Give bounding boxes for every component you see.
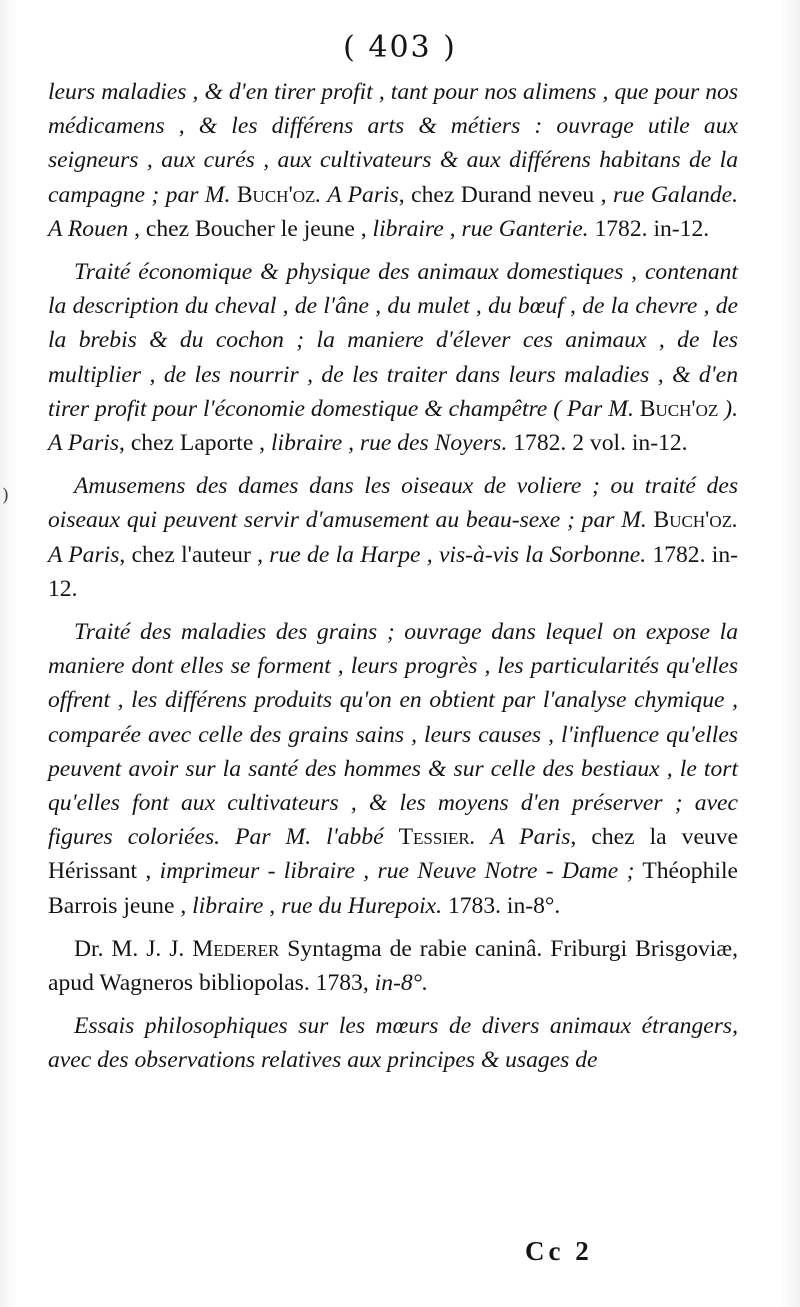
entry-segment: Traité des maladies des grains ; ouvrage dans lequel on expose la maniere dont elles se forment , leurs progrès , les particularités qu'elles offrent , les différens produits qu'on en obtient par l'analyse chymique , comparée avec celle des grains sains , leurs causes , l'influence qu'elles peuvent avoir sur la santé des hommes & sur celle des bestiaux , le tort qu'elles font aux cultivateurs , & les moyens d'en préserver ; avec figures coloriées. Par M. l'abbé: [48, 619, 738, 851]
entry-segment: Amusemens des dames dans les oiseaux de voliere ; ou traité des oiseaux qui peuvent servir d'amusement au beau-sexe ; par M.: [48, 473, 738, 534]
entry-segment: , chez l'auteur ,: [119, 541, 270, 568]
entry-segment: 1782. 2 vol. in-12.: [507, 430, 688, 457]
entry-segment: rue Galande. A Rouen: [48, 181, 738, 242]
entry-segment: , chez Laporte ,: [119, 430, 271, 457]
entry-1: [48, 255, 738, 460]
entry-segment: leurs maladies , & d'en tirer profit , tant pour nos alimens , que pour nos médicamens , & les différens arts & métiers : ouvrage utile aux seigneurs , aux curés , aux cultivateurs & aux différens habitans de la campagne ; par M.: [48, 79, 738, 208]
entry-0: [48, 75, 738, 246]
entry-segment: 1783. in-8°.: [442, 892, 561, 919]
entry-segment: A Paris: [327, 181, 399, 208]
entry-segment: .: [315, 181, 328, 208]
entry-4: [48, 932, 738, 1000]
entry-segment: . A Paris: [469, 824, 571, 851]
entry-segment: . A Paris: [48, 507, 738, 568]
entry-segment: 1782. in-12.: [48, 541, 738, 602]
entry-2: [48, 469, 738, 606]
entry-segment: Mederer: [192, 935, 280, 962]
margin-mark: ): [2, 485, 10, 506]
entry-3: [48, 615, 738, 923]
entry-segment: , chez Boucher le jeune ,: [128, 215, 373, 242]
entry-5: [48, 1009, 738, 1077]
entry-segment: imprimeur - libraire , rue Neuve Notre - Dame ;: [159, 858, 635, 885]
bibliography-text: [48, 75, 738, 1078]
entry-segment: , chez Durand neveu ,: [398, 181, 613, 208]
entry-segment: 1782. in-12.: [588, 215, 710, 242]
entry-segment: Tessier: [398, 824, 470, 851]
entry-segment: Buch'oz: [653, 507, 733, 534]
entry-segment: libraire , rue des Noyers.: [270, 430, 508, 457]
entry-segment: A Paris: [48, 430, 120, 457]
entry-segment: rue de la Harpe , vis-à-vis la Sorbonne.: [269, 541, 647, 568]
entry-segment: libraire , rue du Hurepoix.: [192, 892, 443, 919]
entry-segment: ).: [718, 395, 739, 422]
entry-segment: Dr. M. J. J.: [74, 935, 193, 962]
entry-segment: Traité économique & physique des animaux domestiques , contenant la description du cheval , de l'âne , du mulet , du bœuf , de la chevre , de la brebis & du cochon ; la maniere d'élever ces animaux , de les multiplier , de les nourrir , de les traiter dans leurs maladies , & d'en tirer profit pour l'économie domestique & champêtre ( Par M.: [48, 259, 738, 422]
entry-segment: Buch'oz: [236, 181, 316, 208]
entry-segment: libraire , rue Ganterie.: [372, 215, 589, 242]
page-number: ( 403 ): [343, 30, 457, 65]
entry-segment: , chez la veuve Hérissant ,: [48, 824, 738, 885]
entry-segment: Essais philosophiques sur les mœurs de divers animaux étrangers, avec des observations relatives aux principes & usages de: [48, 1013, 738, 1074]
entry-segment: Buch'oz: [639, 395, 719, 422]
signature-mark: Cc 2: [525, 1236, 593, 1266]
entry-segment: in-8°.: [374, 970, 428, 997]
entry-segment: Syntagma de rabie caninâ. Friburgi Brisgoviæ, apud Wagneros bibliopolas. 1783,: [48, 935, 738, 997]
entry-segment: Théophile Barrois jeune ,: [48, 858, 738, 919]
